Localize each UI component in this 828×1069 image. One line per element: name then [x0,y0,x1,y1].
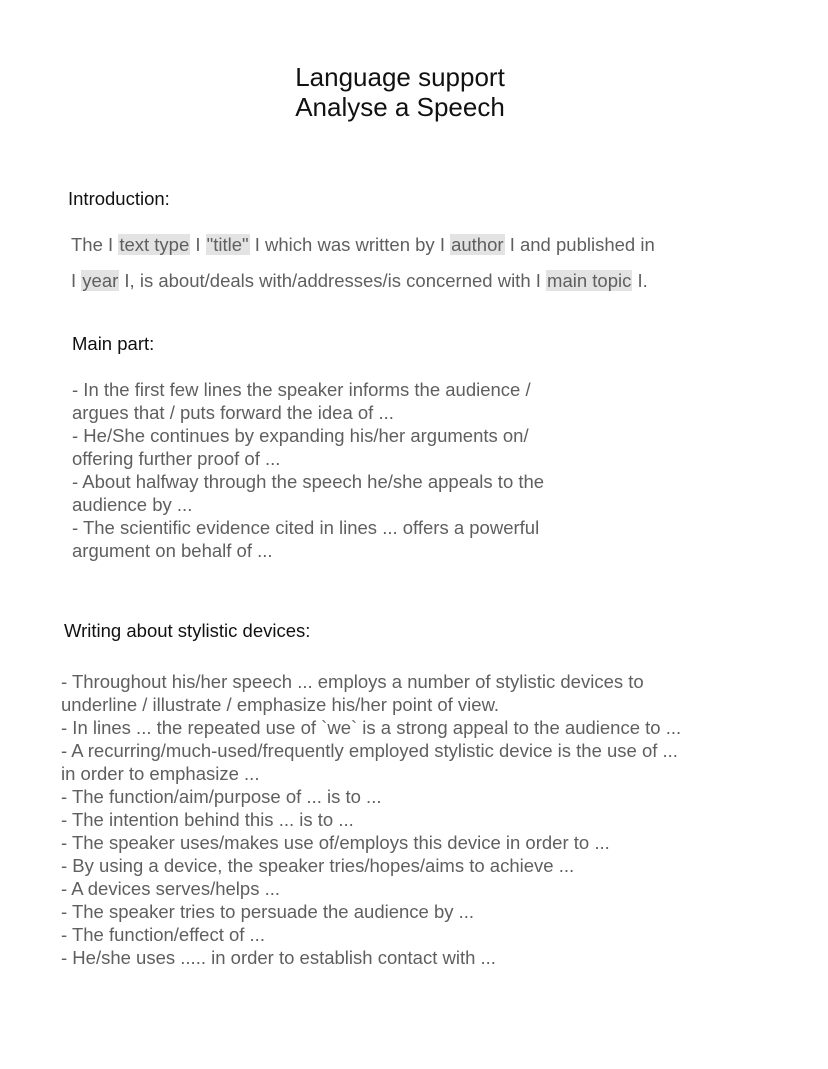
introduction-heading: Introduction: [68,188,170,209]
placeholder-text-type: text type [119,234,190,255]
list-item: - About halfway through the speech he/she appeals to the [72,471,545,492]
main-part-heading: Main part: [72,333,155,354]
intro-text-segment: I [71,270,82,291]
intro-text-segment: I which was written by I [249,234,451,255]
placeholder-title: "title" [206,234,249,255]
placeholder-main-topic: main topic [547,270,632,291]
intro-text-segment: The I [71,234,119,255]
list-item: argument on behalf of ... [72,540,273,561]
list-item: offering further proof of ... [72,448,281,469]
title-line-2: Analyse a Speech [295,92,505,122]
main-part-list [72,378,544,562]
stylistic-devices-list [61,670,681,969]
list-item: - He/She continues by expanding his/her arguments on/ [72,425,529,446]
list-item: - The speaker tries to persuade the audience by ... [61,901,475,922]
intro-text-segment: I and published in [504,234,655,255]
list-item: - In lines ... the repeated use of `we` is a strong appeal to the audience to ... [61,717,682,738]
list-item: - He/she uses ..... in order to establish contact with ... [61,947,496,968]
stylistic-devices-heading: Writing about stylistic devices: [64,620,311,641]
list-item: - By using a device, the speaker tries/hopes/aims to achieve ... [61,855,575,876]
title-line-1: Language support [295,62,505,92]
list-item: - The scientific evidence cited in lines ... offers a powerful [72,517,540,538]
list-item: - Throughout his/her speech ... employs a number of stylistic devices to [61,671,644,692]
introduction-line-2 [71,263,655,299]
intro-text-segment: I. [632,270,648,291]
introduction-line-1 [71,227,655,263]
list-item: - The function/effect of ... [61,924,265,945]
placeholder-year: year [82,270,119,291]
intro-text-segment: I [190,234,206,255]
list-item: - The function/aim/purpose of ... is to ... [61,786,382,807]
list-item: audience by ... [72,494,193,515]
list-item: in order to emphasize ... [61,763,260,784]
list-item: - A devices serves/helps ... [61,878,281,899]
page-title [0,62,800,122]
placeholder-author: author [451,234,504,255]
introduction-text [71,227,655,299]
list-item: argues that / puts forward the idea of ... [72,402,394,423]
list-item: - A recurring/much-used/frequently employed stylistic device is the use of ... [61,740,678,761]
list-item: - The speaker uses/makes use of/employs this device in order to ... [61,832,610,853]
list-item: underline / illustrate / emphasize his/her point of view. [61,694,500,715]
intro-text-segment: I, is about/deals with/addresses/is concerned with I [119,270,547,291]
list-item: - In the first few lines the speaker informs the audience / [72,379,531,400]
list-item: - The intention behind this ... is to ... [61,809,354,830]
